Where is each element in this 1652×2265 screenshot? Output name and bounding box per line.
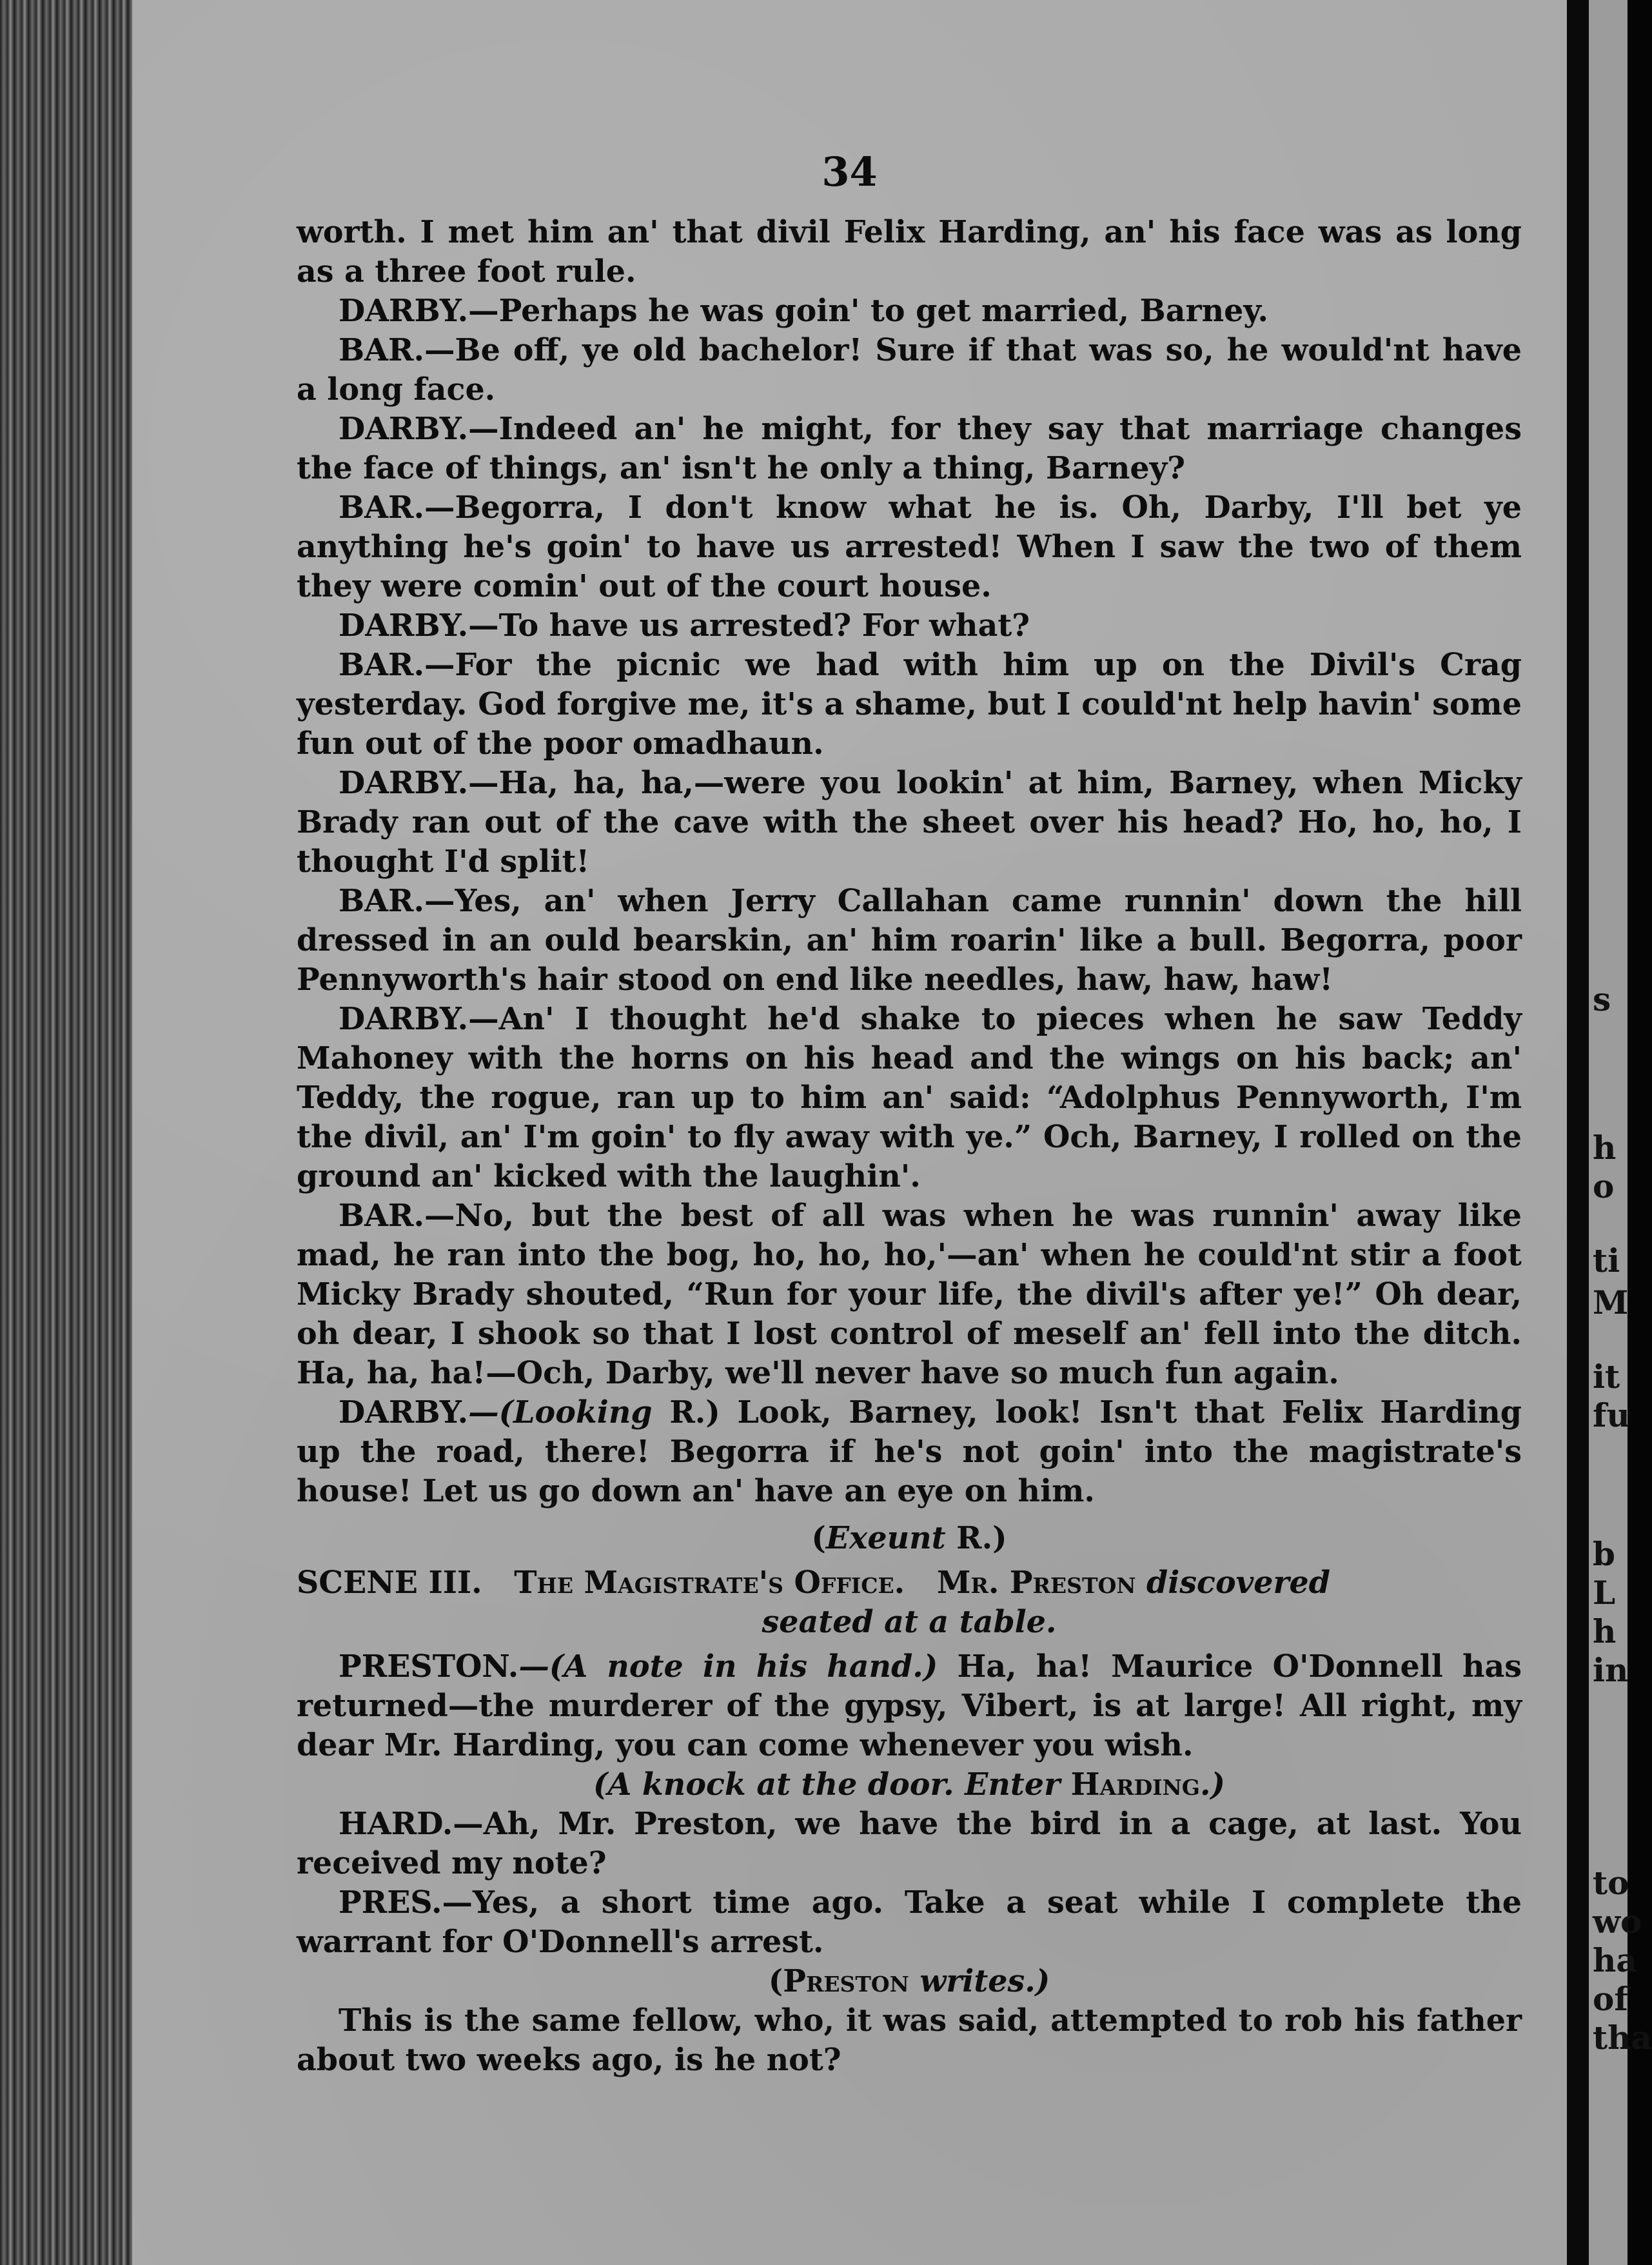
next-page-edge bbox=[1589, 0, 1652, 2265]
text-line-8: BAR.—Yes, an' when Jerry Callahan came runnin' down the hill dressed in an ould bearskin, an' him roarin' like a bull. Begorra, poor Pennyworth's hair stood on end like needles, haw, haw, haw! bbox=[297, 883, 1522, 998]
next-page-fragment: s bbox=[1593, 980, 1611, 1018]
text-line-2: BAR.—Be off, ye old bachelor! Sure if that was so, he would'nt have a long face. bbox=[297, 332, 1522, 408]
next-page-fragment: wo bbox=[1593, 1903, 1642, 1941]
next-page-fragment: ti bbox=[1593, 1241, 1620, 1280]
play-text bbox=[297, 213, 1522, 2080]
page-number: 34 bbox=[821, 148, 878, 195]
text-line-1: DARBY.—Perhaps he was goin' to get married, Barney. bbox=[339, 293, 1269, 329]
preston-note-line: PRESTON.—(A note in his hand.) Ha, ha! Maurice O'Donnell has returned—the murderer of the gypsy, Vibert, is at large! All right, my dear Mr. Harding, you can come whenever you wish. bbox=[297, 1648, 1522, 1763]
knock-direction: (A knock at the door. Enter Harding.) bbox=[593, 1766, 1225, 1803]
preston-line: PRES.—Yes, a short time ago. Take a seat while I complete the warrant for O'Donnell's arrest. bbox=[297, 1884, 1522, 1960]
darby-looking-line: DARBY.—(Looking R.) Look, Barney, look! Isn't that Felix Harding up the road, there! Begorra if he's not goin' into the magistrate's house! Let us go down an' have an eye on him. bbox=[297, 1394, 1522, 1509]
next-page-fragment: M bbox=[1593, 1283, 1629, 1321]
next-page-fragment: h bbox=[1593, 1129, 1617, 1167]
text-line-6: BAR.—For the picnic we had with him up on the Divil's Crag yesterday. God forgive me, it's a shame, but I could'nt help havin' some fun out of the poor omadhaun. bbox=[297, 647, 1522, 762]
next-page-fragment: in bbox=[1593, 1651, 1629, 1689]
text-line-10: BAR.—No, but the best of all was when he was runnin' away like mad, he ran into the bog, ho, ho, ho,'—an' when he could'nt stir a foot Micky Brady shouted, “Run for your life, the divil's after ye!” Oh dear, oh dear, I shook so that I lost control of meself an' fell into the ditch. Ha, ha, ha!—Och, Darby, we'll never have so much fun again. bbox=[297, 1198, 1522, 1391]
book-gutter bbox=[1567, 0, 1589, 2265]
scene-subheading: seated at a table. bbox=[762, 1604, 1057, 1640]
writes-direction: (Preston writes.) bbox=[768, 1963, 1050, 1999]
exeunt-direction: (Exeunt R.) bbox=[811, 1520, 1007, 1556]
next-page-fragment: to bbox=[1593, 1864, 1629, 1902]
scene-heading: SCENE III. The Magistrate's Office. Mr. Preston discovered bbox=[297, 1565, 1330, 1601]
next-page-fragment: it bbox=[1593, 1358, 1620, 1396]
harding-line: HARD.—Ah, Mr. Preston, we have the bird in a cage, at last. You received my note? bbox=[297, 1806, 1522, 1881]
text-line-4: BAR.—Begorra, I don't know what he is. Oh, Darby, I'll bet ye anything he's goin' to have us arrested! When I saw the two of them they were comin' out of the court house. bbox=[297, 490, 1522, 604]
text-line-9: DARBY.—An' I thought he'd shake to pieces when he saw Teddy Mahoney with the horns on his head and the wings on his back; an' Teddy, the rogue, ran up to him an' said: “Adolphus Pennyworth, I'm the divil, an' I'm goin' to fly away with ye.” Och, Barney, I rolled on the ground an' kicked with the laughin'. bbox=[297, 1001, 1522, 1194]
next-page-fragment: fu bbox=[1593, 1396, 1630, 1434]
next-page-fragment: L bbox=[1593, 1574, 1616, 1612]
text-line-3: DARBY.—Indeed an' he might, for they say that marriage changes the face of things, an' isn't he only a thing, Barney? bbox=[297, 411, 1522, 486]
next-page-fragment: tha bbox=[1593, 2019, 1652, 2057]
next-page-fragment: ha bbox=[1593, 1941, 1637, 1979]
next-page-fragment: b bbox=[1593, 1535, 1615, 1573]
text-line-7: DARBY.—Ha, ha, ha,—were you lookin' at him, Barney, when Micky Brady ran out of the cave with the sheet over his head? Ho, ho, ho, I thought I'd split! bbox=[297, 765, 1522, 880]
text-line-5: DARBY.—To have us arrested? For what? bbox=[339, 608, 1030, 644]
next-page-fragment: o bbox=[1593, 1167, 1615, 1205]
next-page-fragment: h bbox=[1593, 1612, 1617, 1650]
page-edges bbox=[0, 0, 132, 2265]
next-page-fragment: of bbox=[1593, 1980, 1628, 2018]
text-line-0: worth. I met him an' that divil Felix Harding, an' his face was as long as a three foot rule. bbox=[297, 214, 1522, 290]
last-line: This is the same fellow, who, it was said, attempted to rob his father about two weeks ago, is he not? bbox=[297, 2003, 1522, 2078]
book-page bbox=[132, 0, 1567, 2265]
